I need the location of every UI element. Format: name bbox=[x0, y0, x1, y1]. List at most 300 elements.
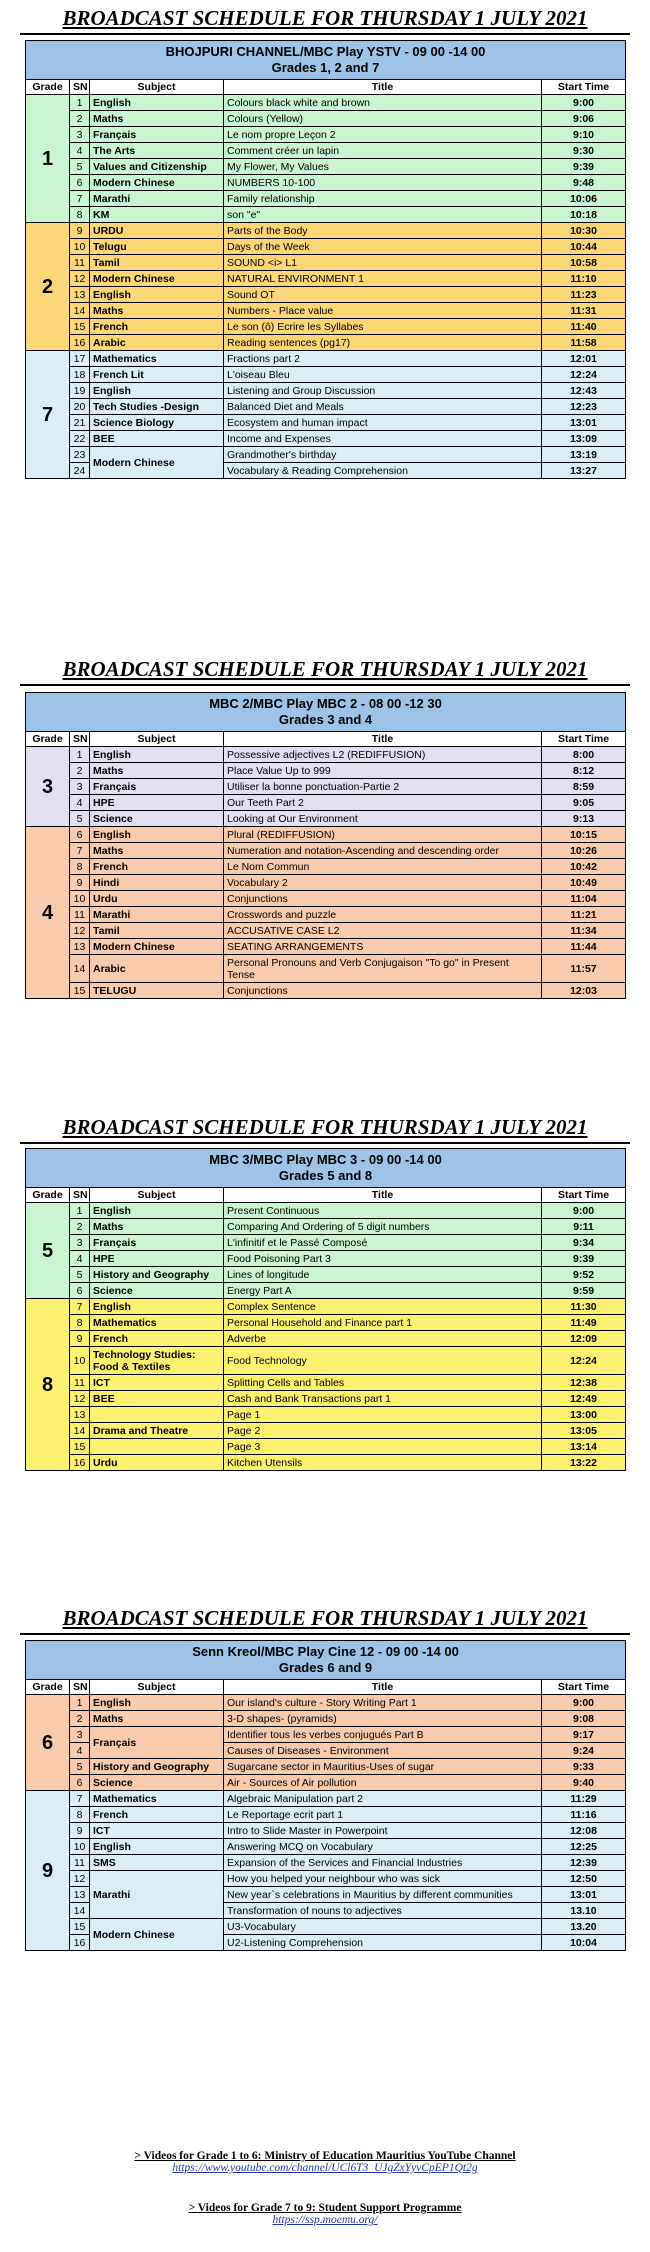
title-cell: Le nom propre Leçon 2 bbox=[224, 127, 542, 143]
table-row bbox=[26, 143, 626, 159]
table-row bbox=[26, 191, 626, 207]
table-row bbox=[26, 1347, 626, 1375]
column-header: Grade bbox=[26, 732, 70, 747]
title-cell: Food Technology bbox=[224, 1347, 542, 1375]
title-cell: My Flower, My Values bbox=[224, 159, 542, 175]
start-time-cell: 11:57 bbox=[542, 955, 626, 983]
title-cell: Algebraic Manipulation part 2 bbox=[224, 1791, 542, 1807]
title-cell: Our Teeth Part 2 bbox=[224, 795, 542, 811]
title-cell: Complex Sentence bbox=[224, 1299, 542, 1315]
sn-cell: 7 bbox=[70, 1791, 90, 1807]
title-cell: SEATING ARRANGEMENTS bbox=[224, 939, 542, 955]
start-time-cell: 11:30 bbox=[542, 1299, 626, 1315]
column-header-row bbox=[26, 1680, 626, 1695]
grade-cell: 4 bbox=[26, 827, 70, 999]
subject-cell: French bbox=[90, 859, 224, 875]
table-row bbox=[26, 1299, 626, 1315]
start-time-cell: 9:11 bbox=[542, 1219, 626, 1235]
start-time-cell: 13:14 bbox=[542, 1439, 626, 1455]
table-row bbox=[26, 1391, 626, 1407]
channel-header bbox=[26, 693, 626, 732]
subject-cell: Français bbox=[90, 1727, 224, 1759]
start-time-cell: 12:24 bbox=[542, 367, 626, 383]
table-row bbox=[26, 223, 626, 239]
subject-cell: English bbox=[90, 1203, 224, 1219]
subject-cell: French bbox=[90, 319, 224, 335]
column-header: Start Time bbox=[542, 732, 626, 747]
start-time-cell: 10:30 bbox=[542, 223, 626, 239]
title-cell: Income and Expenses bbox=[224, 431, 542, 447]
start-time-cell: 9:33 bbox=[542, 1759, 626, 1775]
title-cell: Days of the Week bbox=[224, 239, 542, 255]
start-time-cell: 13:27 bbox=[542, 463, 626, 479]
subject-cell: French bbox=[90, 1807, 224, 1823]
start-time-cell: 11:49 bbox=[542, 1315, 626, 1331]
table-row bbox=[26, 1423, 626, 1439]
title-cell: Reading sentences (pg17) bbox=[224, 335, 542, 351]
sn-cell: 8 bbox=[70, 859, 90, 875]
title-cell: U2-Listening Comprehension bbox=[224, 1935, 542, 1951]
sn-cell: 15 bbox=[70, 1439, 90, 1455]
start-time-cell: 9:00 bbox=[542, 95, 626, 111]
subject-cell: URDU bbox=[90, 223, 224, 239]
sn-cell: 7 bbox=[70, 843, 90, 859]
sn-cell: 8 bbox=[70, 1807, 90, 1823]
sn-cell: 2 bbox=[70, 111, 90, 127]
subject-cell: HPE bbox=[90, 1251, 224, 1267]
start-time-cell: 13:01 bbox=[542, 415, 626, 431]
sn-cell: 9 bbox=[70, 1331, 90, 1347]
title-cell: Page 1 bbox=[224, 1407, 542, 1423]
start-time-cell: 12:25 bbox=[542, 1839, 626, 1855]
sn-cell: 7 bbox=[70, 191, 90, 207]
title-cell: Comparing And Ordering of 5 digit numbers bbox=[224, 1219, 542, 1235]
subject-cell: KM bbox=[90, 207, 224, 223]
sn-cell: 10 bbox=[70, 1839, 90, 1855]
footer-line-1: Videos for Grade 1 to 6: Ministry of Education Mauritius YouTube Channel bbox=[143, 2150, 516, 2162]
sn-cell: 16 bbox=[70, 1935, 90, 1951]
footer-grade-7-9 bbox=[0, 2202, 650, 2226]
subject-cell: Modern Chinese bbox=[90, 939, 224, 955]
sn-cell: 10 bbox=[70, 891, 90, 907]
start-time-cell: 11:34 bbox=[542, 923, 626, 939]
start-time-cell: 9:59 bbox=[542, 1283, 626, 1299]
subject-cell: Values and Citizenship bbox=[90, 159, 224, 175]
channel-header bbox=[26, 1641, 626, 1680]
grade-cell: 7 bbox=[26, 351, 70, 479]
subject-cell: TELUGU bbox=[90, 983, 224, 999]
subject-cell: Mathematics bbox=[90, 1791, 224, 1807]
start-time-cell: 9:24 bbox=[542, 1743, 626, 1759]
sn-cell: 17 bbox=[70, 351, 90, 367]
sn-cell: 1 bbox=[70, 1695, 90, 1711]
column-header-row bbox=[26, 1188, 626, 1203]
start-time-cell: 9:08 bbox=[542, 1711, 626, 1727]
start-time-cell: 13:09 bbox=[542, 431, 626, 447]
start-time-cell: 9:34 bbox=[542, 1235, 626, 1251]
table-row bbox=[26, 1807, 626, 1823]
start-time-cell: 12:08 bbox=[542, 1823, 626, 1839]
subject-cell: Modern Chinese bbox=[90, 1919, 224, 1951]
sn-cell: 14 bbox=[70, 303, 90, 319]
sn-cell: 11 bbox=[70, 907, 90, 923]
table-row bbox=[26, 159, 626, 175]
sn-cell: 6 bbox=[70, 175, 90, 191]
table-row bbox=[26, 1727, 626, 1743]
column-header-row bbox=[26, 80, 626, 95]
table-row bbox=[26, 127, 626, 143]
table-row bbox=[26, 1235, 626, 1251]
start-time-cell: 11:23 bbox=[542, 287, 626, 303]
sn-cell: 11 bbox=[70, 1855, 90, 1871]
subject-cell: French Lit bbox=[90, 367, 224, 383]
subject-cell: English bbox=[90, 1839, 224, 1855]
sn-cell: 15 bbox=[70, 1919, 90, 1935]
title-cell: son "e" bbox=[224, 207, 542, 223]
title-cell: Le Reportage ecrit part 1 bbox=[224, 1807, 542, 1823]
title-cell: Conjunctions bbox=[224, 891, 542, 907]
start-time-cell: 9:39 bbox=[542, 1251, 626, 1267]
sn-cell: 10 bbox=[70, 1347, 90, 1375]
subject-cell: Marathi bbox=[90, 191, 224, 207]
title-cell: Personal Household and Finance part 1 bbox=[224, 1315, 542, 1331]
title-cell: Cash and Bank Transactions part 1 bbox=[224, 1391, 542, 1407]
column-header: Grade bbox=[26, 1680, 70, 1695]
start-time-cell: 13:01 bbox=[542, 1887, 626, 1903]
schedule-title: BROADCAST SCHEDULE FOR THURSDAY 1 JULY 2021 bbox=[62, 1606, 588, 1630]
subject-cell: English bbox=[90, 1695, 224, 1711]
start-time-cell: 11:44 bbox=[542, 939, 626, 955]
table-row bbox=[26, 923, 626, 939]
start-time-cell: 11:21 bbox=[542, 907, 626, 923]
subject-cell: ICT bbox=[90, 1375, 224, 1391]
subject-cell: Français bbox=[90, 779, 224, 795]
start-time-cell: 12:39 bbox=[542, 1855, 626, 1871]
sn-cell: 12 bbox=[70, 1871, 90, 1887]
sn-cell: 16 bbox=[70, 335, 90, 351]
start-time-cell: 9:00 bbox=[542, 1203, 626, 1219]
column-header: Subject bbox=[90, 1188, 224, 1203]
sn-cell: 11 bbox=[70, 255, 90, 271]
start-time-cell: 11:31 bbox=[542, 303, 626, 319]
start-time-cell: 13:22 bbox=[542, 1455, 626, 1471]
title-cell: Le son (ô) Ecrire les Syllabes bbox=[224, 319, 542, 335]
grade-cell: 5 bbox=[26, 1203, 70, 1299]
title-cell: Conjunctions bbox=[224, 983, 542, 999]
sn-cell: 13 bbox=[70, 287, 90, 303]
column-header: Subject bbox=[90, 732, 224, 747]
sn-cell: 14 bbox=[70, 955, 90, 983]
sn-cell: 6 bbox=[70, 1775, 90, 1791]
subject-cell: History and Geography bbox=[90, 1759, 224, 1775]
subject-cell: Modern Chinese bbox=[90, 447, 224, 479]
title-rule bbox=[20, 33, 630, 35]
title-cell: New year`s celebrations in Mauritius by different communities bbox=[224, 1887, 542, 1903]
table-row bbox=[26, 319, 626, 335]
grades-label: Grades 3 and 4 bbox=[278, 712, 373, 727]
title-cell: Crosswords and puzzle bbox=[224, 907, 542, 923]
start-time-cell: 12:24 bbox=[542, 1347, 626, 1375]
table-row bbox=[26, 1711, 626, 1727]
start-time-cell: 11:40 bbox=[542, 319, 626, 335]
title-cell: Answering MCQ on Vocabulary bbox=[224, 1839, 542, 1855]
title-rule bbox=[20, 1142, 630, 1144]
schedule-table bbox=[25, 1640, 626, 1951]
footer-prefix: > bbox=[188, 2202, 198, 2214]
title-cell: Vocabulary 2 bbox=[224, 875, 542, 891]
channel-header bbox=[26, 1149, 626, 1188]
subject-cell: BEE bbox=[90, 1391, 224, 1407]
table-row bbox=[26, 747, 626, 763]
sn-cell: 1 bbox=[70, 747, 90, 763]
grade-cell: 1 bbox=[26, 95, 70, 223]
sn-cell: 2 bbox=[70, 763, 90, 779]
sn-cell: 20 bbox=[70, 399, 90, 415]
table-row bbox=[26, 779, 626, 795]
title-cell: Vocabulary & Reading Comprehension bbox=[224, 463, 542, 479]
table-row bbox=[26, 1919, 626, 1935]
youtube-channel-link[interactable]: https://www.youtube.com/channel/UCl6T3_UJgZxYyvCpEP1Qt2g bbox=[172, 2162, 478, 2174]
subject-cell: Marathi bbox=[90, 1871, 224, 1919]
sn-cell: 4 bbox=[70, 143, 90, 159]
sn-cell: 3 bbox=[70, 779, 90, 795]
start-time-cell: 8:00 bbox=[542, 747, 626, 763]
grade-cell: 6 bbox=[26, 1695, 70, 1791]
subject-cell bbox=[90, 1439, 224, 1455]
grades-label: Grades 1, 2 and 7 bbox=[271, 60, 380, 75]
start-time-cell: 10:04 bbox=[542, 1935, 626, 1951]
grade-cell: 3 bbox=[26, 747, 70, 827]
sn-cell: 3 bbox=[70, 127, 90, 143]
start-time-cell: 9:48 bbox=[542, 175, 626, 191]
subject-cell: SMS bbox=[90, 1855, 224, 1871]
column-header: Subject bbox=[90, 80, 224, 95]
start-time-cell: 9:30 bbox=[542, 143, 626, 159]
title-cell: Family relationship bbox=[224, 191, 542, 207]
table-row bbox=[26, 1759, 626, 1775]
sn-cell: 13 bbox=[70, 1407, 90, 1423]
table-row bbox=[26, 111, 626, 127]
start-time-cell: 10:58 bbox=[542, 255, 626, 271]
column-header: Title bbox=[224, 80, 542, 95]
subject-cell: English bbox=[90, 747, 224, 763]
sn-cell: 5 bbox=[70, 1759, 90, 1775]
title-cell: How you helped your neighbour who was sick bbox=[224, 1871, 542, 1887]
table-row bbox=[26, 1791, 626, 1807]
column-header: Title bbox=[224, 1188, 542, 1203]
start-time-cell: 13:00 bbox=[542, 1407, 626, 1423]
start-time-cell: 12:03 bbox=[542, 983, 626, 999]
subject-cell: Marathi bbox=[90, 907, 224, 923]
sn-cell: 2 bbox=[70, 1711, 90, 1727]
title-cell: Adverbe bbox=[224, 1331, 542, 1347]
title-cell: NUMBERS 10-100 bbox=[224, 175, 542, 191]
subject-cell: Modern Chinese bbox=[90, 175, 224, 191]
title-cell: Parts of the Body bbox=[224, 223, 542, 239]
start-time-cell: 9:10 bbox=[542, 127, 626, 143]
title-cell: Possessive adjectives L2 (REDIFFUSION) bbox=[224, 747, 542, 763]
start-time-cell: 10:15 bbox=[542, 827, 626, 843]
start-time-cell: 12:23 bbox=[542, 399, 626, 415]
table-row bbox=[26, 1823, 626, 1839]
table-row bbox=[26, 1855, 626, 1871]
start-time-cell: 9:05 bbox=[542, 795, 626, 811]
sn-cell: 15 bbox=[70, 983, 90, 999]
start-time-cell: 9:39 bbox=[542, 159, 626, 175]
start-time-cell: 9:40 bbox=[542, 1775, 626, 1791]
table-row bbox=[26, 891, 626, 907]
table-row bbox=[26, 1267, 626, 1283]
footer-prefix: > bbox=[134, 2150, 144, 2162]
column-header: Subject bbox=[90, 1680, 224, 1695]
table-row bbox=[26, 1695, 626, 1711]
footer-grade-1-6 bbox=[0, 2150, 650, 2174]
title-rule bbox=[20, 684, 630, 686]
sn-cell: 8 bbox=[70, 207, 90, 223]
grade-cell: 9 bbox=[26, 1791, 70, 1951]
subject-cell: Maths bbox=[90, 1219, 224, 1235]
subject-cell: Mathematics bbox=[90, 1315, 224, 1331]
sn-cell: 24 bbox=[70, 463, 90, 479]
start-time-cell: 10:26 bbox=[542, 843, 626, 859]
sn-cell: 6 bbox=[70, 1283, 90, 1299]
table-row bbox=[26, 1283, 626, 1299]
sn-cell: 13 bbox=[70, 939, 90, 955]
table-row bbox=[26, 1251, 626, 1267]
start-time-cell: 11:04 bbox=[542, 891, 626, 907]
title-cell: Page 2 bbox=[224, 1423, 542, 1439]
title-cell: Causes of Diseases - Environment bbox=[224, 1743, 542, 1759]
table-row bbox=[26, 1219, 626, 1235]
sn-cell: 18 bbox=[70, 367, 90, 383]
ssp-link[interactable]: https://ssp.moemu.org/ bbox=[272, 2214, 378, 2226]
schedule-title: BROADCAST SCHEDULE FOR THURSDAY 1 JULY 2021 bbox=[62, 657, 588, 681]
start-time-cell: 10:06 bbox=[542, 191, 626, 207]
table-row bbox=[26, 239, 626, 255]
subject-cell: BEE bbox=[90, 431, 224, 447]
title-cell: Air - Sources of Air pollution bbox=[224, 1775, 542, 1791]
table-row bbox=[26, 255, 626, 271]
table-row bbox=[26, 287, 626, 303]
table-row bbox=[26, 1455, 626, 1471]
table-row bbox=[26, 447, 626, 463]
table-row bbox=[26, 859, 626, 875]
subject-cell: Hindi bbox=[90, 875, 224, 891]
table-row bbox=[26, 843, 626, 859]
table-row bbox=[26, 399, 626, 415]
table-row bbox=[26, 303, 626, 319]
subject-cell: Tamil bbox=[90, 255, 224, 271]
subject-cell: History and Geography bbox=[90, 1267, 224, 1283]
subject-cell: English bbox=[90, 383, 224, 399]
table-row bbox=[26, 1315, 626, 1331]
column-header: SN bbox=[70, 732, 90, 747]
sn-cell: 5 bbox=[70, 1267, 90, 1283]
subject-cell: Maths bbox=[90, 1711, 224, 1727]
title-cell: Lines of longitude bbox=[224, 1267, 542, 1283]
start-time-cell: 10:44 bbox=[542, 239, 626, 255]
subject-cell: Urdu bbox=[90, 1455, 224, 1471]
subject-cell: Science bbox=[90, 1283, 224, 1299]
title-cell: Page 3 bbox=[224, 1439, 542, 1455]
start-time-cell: 11:16 bbox=[542, 1807, 626, 1823]
sn-cell: 9 bbox=[70, 1823, 90, 1839]
schedule-table bbox=[25, 1148, 626, 1471]
title-cell: Sugarcane sector in Mauritius-Uses of sugar bbox=[224, 1759, 542, 1775]
start-time-cell: 12:50 bbox=[542, 1871, 626, 1887]
table-row bbox=[26, 271, 626, 287]
title-cell: Splitting Cells and Tables bbox=[224, 1375, 542, 1391]
start-time-cell: 12:43 bbox=[542, 383, 626, 399]
sn-cell: 3 bbox=[70, 1727, 90, 1743]
start-time-cell: 9:52 bbox=[542, 1267, 626, 1283]
schedule-title: BROADCAST SCHEDULE FOR THURSDAY 1 JULY 2021 bbox=[62, 6, 588, 30]
sn-cell: 4 bbox=[70, 1251, 90, 1267]
column-header: SN bbox=[70, 1680, 90, 1695]
title-cell: Looking at Our Environment bbox=[224, 811, 542, 827]
start-time-cell: 13:19 bbox=[542, 447, 626, 463]
subject-cell: Drama and Theatre bbox=[90, 1423, 224, 1439]
sn-cell: 12 bbox=[70, 271, 90, 287]
subject-cell: Urdu bbox=[90, 891, 224, 907]
channel-name: MBC 2/MBC Play MBC 2 - 08 00 -12 30 bbox=[209, 696, 442, 711]
subject-cell: Tamil bbox=[90, 923, 224, 939]
sn-cell: 9 bbox=[70, 875, 90, 891]
column-header: Title bbox=[224, 1680, 542, 1695]
title-cell: Numbers - Place value bbox=[224, 303, 542, 319]
start-time-cell: 9:06 bbox=[542, 111, 626, 127]
subject-cell: Arabic bbox=[90, 955, 224, 983]
title-cell: Intro to Slide Master in Powerpoint bbox=[224, 1823, 542, 1839]
table-row bbox=[26, 207, 626, 223]
title-cell: 3-D shapes- (pyramids) bbox=[224, 1711, 542, 1727]
channel-name: Senn Kreol/MBC Play Cine 12 - 09 00 -14 00 bbox=[192, 1644, 459, 1659]
sn-cell: 21 bbox=[70, 415, 90, 431]
grade-cell: 8 bbox=[26, 1299, 70, 1471]
start-time-cell: 13.10 bbox=[542, 1903, 626, 1919]
sn-cell: 1 bbox=[70, 95, 90, 111]
subject-cell: Science Biology bbox=[90, 415, 224, 431]
table-row bbox=[26, 1775, 626, 1791]
subject-cell: The Arts bbox=[90, 143, 224, 159]
sn-cell: 8 bbox=[70, 1315, 90, 1331]
title-cell: Energy Part A bbox=[224, 1283, 542, 1299]
column-header: Start Time bbox=[542, 80, 626, 95]
sn-cell: 2 bbox=[70, 1219, 90, 1235]
sn-cell: 4 bbox=[70, 1743, 90, 1759]
start-time-cell: 12:49 bbox=[542, 1391, 626, 1407]
table-row bbox=[26, 827, 626, 843]
sn-cell: 12 bbox=[70, 1391, 90, 1407]
title-cell: Expansion of the Services and Financial Industries bbox=[224, 1855, 542, 1871]
start-time-cell: 11:29 bbox=[542, 1791, 626, 1807]
sn-cell: 14 bbox=[70, 1903, 90, 1919]
start-time-cell: 13:05 bbox=[542, 1423, 626, 1439]
table-row bbox=[26, 955, 626, 983]
sn-cell: 19 bbox=[70, 383, 90, 399]
channel-name: MBC 3/MBC Play MBC 3 - 09 00 -14 00 bbox=[209, 1152, 442, 1167]
sn-cell: 5 bbox=[70, 159, 90, 175]
column-header: SN bbox=[70, 1188, 90, 1203]
title-cell: Numeration and notation-Ascending and descending order bbox=[224, 843, 542, 859]
table-row bbox=[26, 939, 626, 955]
sn-cell: 4 bbox=[70, 795, 90, 811]
sn-cell: 9 bbox=[70, 223, 90, 239]
table-row bbox=[26, 875, 626, 891]
subject-cell: Modern Chinese bbox=[90, 271, 224, 287]
subject-cell: Français bbox=[90, 1235, 224, 1251]
table-row bbox=[26, 1839, 626, 1855]
